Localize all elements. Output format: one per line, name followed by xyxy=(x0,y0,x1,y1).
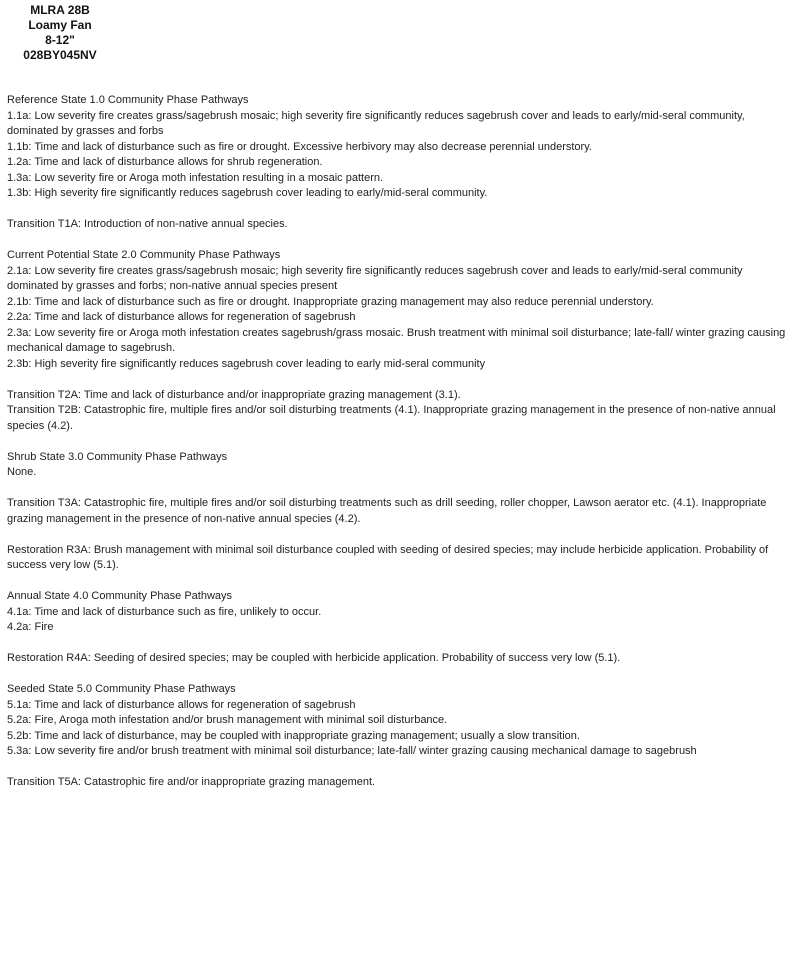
narrative-section xyxy=(7,775,793,791)
pathway-line: None. xyxy=(7,466,37,478)
section-heading: Transition T2A: Time and lack of disturbance and/or inappropriate grazing management (3.1). xyxy=(7,388,461,401)
pathway-line: 4.2a: Fire xyxy=(7,621,54,633)
narrative-section xyxy=(7,496,793,527)
pathway-line: Transition T2B: Catastrophic fire, multiple fires and/or soil disturbing treatments (4.1). Inappropriate grazing management in the presence of non-native annual species (4.2). xyxy=(7,404,776,432)
narrative-section xyxy=(7,543,793,574)
section-heading: Shrub State 3.0 Community Phase Pathways xyxy=(7,450,228,463)
section-heading: Current Potential State 2.0 Community Phase Pathways xyxy=(7,249,281,261)
narrative-section xyxy=(7,93,793,202)
pathway-line: 5.2a: Fire, Aroga moth infestation and/or brush management with minimal soil disturbance. xyxy=(7,714,448,726)
pathway-line: 1.1b: Time and lack of disturbance such as fire or drought. Excessive herbivory may also decrease perennial understory. xyxy=(7,140,592,153)
precipitation-zone: 8-12" xyxy=(45,33,75,47)
pathways-narrative xyxy=(7,93,793,806)
narrative-section xyxy=(7,682,793,760)
ecological-site-name: Loamy Fan xyxy=(28,18,92,32)
narrative-section xyxy=(7,589,793,636)
narrative-section xyxy=(7,651,793,667)
pathway-line: 5.1a: Time and lack of disturbance allows for regeneration of sagebrush xyxy=(7,698,356,711)
mlra-label: MLRA 28B xyxy=(30,3,90,17)
pathway-line: 2.1a: Low severity fire creates grass/sagebrush mosaic; high severity fire significantly reduces sagebrush cover and leads to early/mid-seral community dominated by grasses and forbs; non-native annual species present xyxy=(7,264,743,292)
pathway-line: 4.1a: Time and lack of disturbance such as fire, unlikely to occur. xyxy=(7,605,322,618)
ecological-site-id: 028BY045NV xyxy=(23,48,97,62)
narrative-section xyxy=(7,388,793,435)
section-heading: Transition T3A: Catastrophic fire, multiple fires and/or soil disturbing treatments such as drill seeding, roller chopper, Lawson aerator etc. (4.1). Inappropriate grazing management in the presence of non-native annual species (4.2). xyxy=(7,497,767,525)
section-heading: Transition T5A: Catastrophic fire and/or inappropriate grazing management. xyxy=(7,776,376,788)
section-heading: Restoration R4A: Seeding of desired species; may be coupled with herbicide application. Probability of success very low (5.1). xyxy=(7,652,621,664)
pathway-line: 1.3a: Low severity fire or Aroga moth infestation resulting in a mosaic pattern. xyxy=(7,171,384,184)
section-heading: Seeded State 5.0 Community Phase Pathways xyxy=(7,683,236,695)
pathway-line: 5.3a: Low severity fire and/or brush treatment with minimal soil disturbance; late-fall/ winter grazing causing mechanical damage to sagebrush xyxy=(7,745,697,757)
pathway-line: 2.2a: Time and lack of disturbance allows for regeneration of sagebrush xyxy=(7,311,356,323)
section-heading: Transition T1A: Introduction of non-native annual species. xyxy=(7,218,288,230)
pathway-line: 1.3b: High severity fire significantly reduces sagebrush cover leading to early/mid-seral community. xyxy=(7,187,488,199)
pathway-line: 5.2b: Time and lack of disturbance, may be coupled with inappropriate grazing management; usually a slow transition. xyxy=(7,729,580,742)
document-header xyxy=(14,3,106,63)
pathway-line: 2.3a: Low severity fire or Aroga moth infestation creates sagebrush/grass mosaic. Brush treatment with minimal soil disturbance; late-fall/ winter grazing causing mechanical damage to sagebrush. xyxy=(7,326,786,354)
pathway-line: 2.1b: Time and lack of disturbance such as fire or drought. Inappropriate grazing management may also reduce perennial understory. xyxy=(7,295,654,308)
narrative-section xyxy=(7,450,793,481)
section-heading: Reference State 1.0 Community Phase Pathways xyxy=(7,94,249,106)
pathway-line: 1.2a: Time and lack of disturbance allows for shrub regeneration. xyxy=(7,156,323,168)
section-heading: Restoration R3A: Brush management with minimal soil disturbance coupled with seeding of desired species; may include herbicide application. Probability of success very low (5.1). xyxy=(7,543,769,571)
pathway-line: 2.3b: High severity fire significantly reduces sagebrush cover leading to early mid-seral community xyxy=(7,357,486,370)
pathway-line: 1.1a: Low severity fire creates grass/sagebrush mosaic; high severity fire significantly reduces sagebrush cover and leads to early/mid-seral community, dominated by grasses and forbs xyxy=(7,109,745,137)
narrative-section xyxy=(7,217,793,233)
section-heading: Annual State 4.0 Community Phase Pathways xyxy=(7,590,233,602)
narrative-section xyxy=(7,248,793,372)
